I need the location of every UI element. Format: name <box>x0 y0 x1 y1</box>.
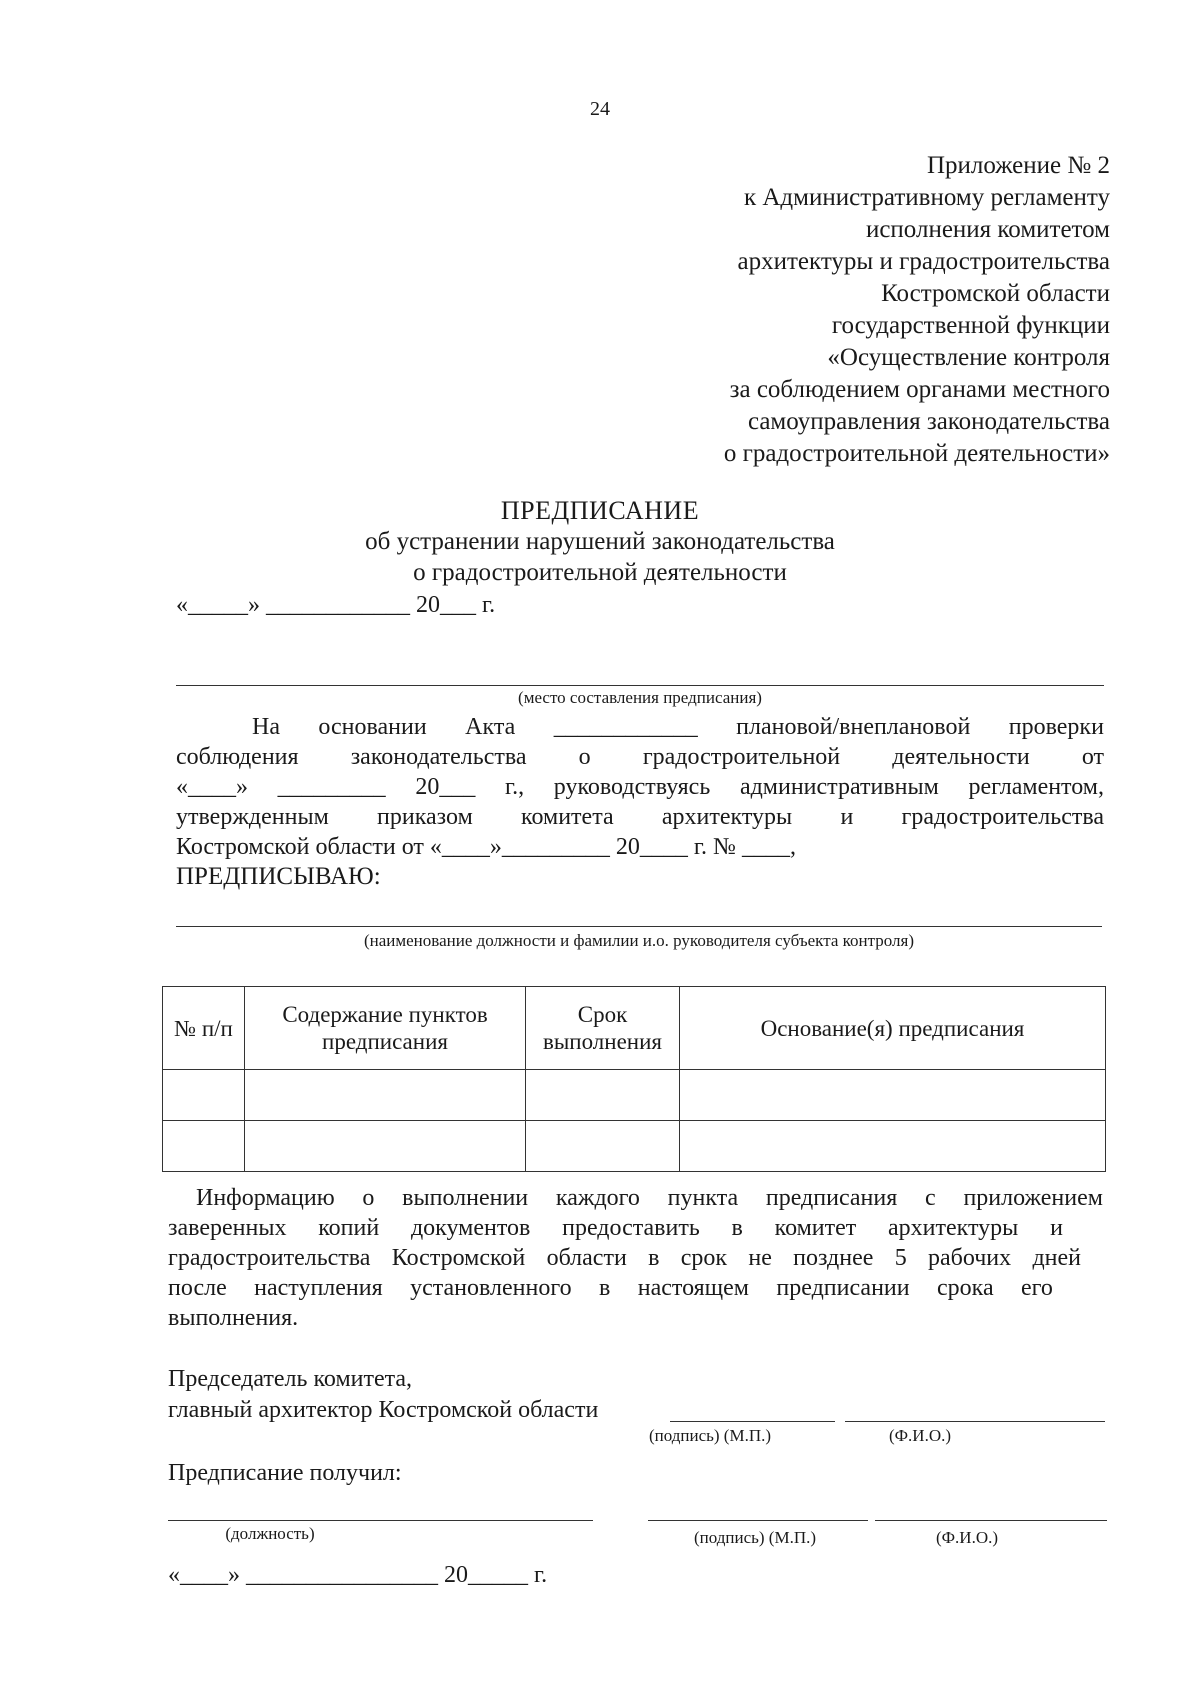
table-header-row <box>163 987 1106 1070</box>
subject-underline <box>176 926 1102 927</box>
info-line: заверенных копий документов предоставить в комитет архитектуры и <box>168 1215 1063 1241</box>
appendix-line: Костромской области <box>881 280 1110 307</box>
column-header-content: Содержание пунктов предписания <box>245 987 526 1070</box>
appendix-line: государственной функции <box>831 312 1110 339</box>
recipient-position-caption: (должность) <box>225 1524 315 1543</box>
info-paragraph <box>168 1183 1103 1333</box>
body-line: Костромской области от «____»_________ 20____ г. № ____, <box>176 834 796 860</box>
recipient-fio-caption: (Ф.И.О.) <box>935 1528 999 1547</box>
table-cell[interactable] <box>526 1070 680 1121</box>
table-cell[interactable] <box>680 1070 1106 1121</box>
body-paragraph <box>176 712 1104 892</box>
table-row <box>163 1121 1106 1172</box>
receipt-date-line: «____» ________________ 20_____ г. <box>168 1562 548 1588</box>
title-sub: о градостроительной деятельности <box>413 559 787 586</box>
appendix-line: Приложение № 2 <box>926 152 1110 179</box>
received-label: Предписание получил: <box>168 1460 402 1486</box>
place-caption: (место составления предписания) <box>518 688 762 707</box>
table-cell[interactable] <box>163 1070 245 1121</box>
chair-signature-caption: (подпись) (М.П.) <box>648 1426 772 1445</box>
table-cell[interactable] <box>245 1070 526 1121</box>
title-main: ПРЕДПИСАНИЕ <box>500 496 700 525</box>
table-cell[interactable] <box>163 1121 245 1172</box>
recipient-fio-line <box>875 1520 1107 1521</box>
chair-fio-line <box>845 1421 1105 1422</box>
chair-title: Председатель комитета, <box>168 1366 413 1392</box>
appendix-line: о градостроительной деятельности» <box>723 440 1110 467</box>
recipient-signature-caption: (подпись) (М.П.) <box>693 1528 817 1547</box>
place-underline <box>176 685 1104 686</box>
body-line: утвержденным приказом комитета архитектуры и градостроительства <box>176 804 1104 830</box>
info-line: Информацию о выполнении каждого пункта предписания с приложением <box>196 1185 1103 1211</box>
column-header-number: № п/п <box>163 987 245 1070</box>
info-line: выполнения. <box>168 1305 299 1331</box>
appendix-line: архитектуры и градостроительства <box>737 248 1110 275</box>
column-header-deadline: Срок выполнения <box>526 987 680 1070</box>
document-date-line: «_____» ____________ 20___ г. <box>176 592 496 618</box>
title-sub: об устранении нарушений законодательства <box>365 528 835 555</box>
chair-fio-caption: (Ф.И.О.) <box>888 1426 952 1445</box>
appendix-line: исполнения комитетом <box>865 216 1110 243</box>
subject-caption: (наименование должности и фамилии и.о. руководителя субъекта контроля) <box>363 931 915 950</box>
info-line: градостроительства Костромской области в срок не позднее 5 рабочих дней <box>168 1245 1081 1271</box>
info-line: после наступления установленного в настоящем предписании срока его <box>168 1275 1053 1301</box>
column-header-basis: Основание(я) предписания <box>680 987 1106 1070</box>
chair-signature-line <box>670 1421 835 1422</box>
body-line: На основании Акта ____________ плановой/внеплановой проверки <box>252 714 1104 740</box>
appendix-line: «Осуществление контроля <box>827 344 1110 371</box>
document-title <box>0 495 1200 588</box>
recipient-position-line <box>168 1520 593 1521</box>
appendix-line: самоуправления законодательства <box>747 408 1110 435</box>
table-cell[interactable] <box>526 1121 680 1172</box>
body-line: соблюдения законодательства о градостроительной деятельности от <box>176 744 1104 770</box>
appendix-line: за соблюдением органами местного <box>729 376 1110 403</box>
body-line: «____» _________ 20___ г., руководствуясь административным регламентом, <box>176 774 1104 800</box>
table-cell[interactable] <box>680 1121 1106 1172</box>
chair-position: главный архитектор Костромской области <box>168 1397 599 1423</box>
page-number: 24 <box>590 98 610 120</box>
appendix-header <box>724 150 1110 470</box>
prescription-table <box>162 986 1106 1172</box>
prescribe-heading: ПРЕДПИСЫВАЮ: <box>176 863 381 890</box>
appendix-line: к Административному регламенту <box>743 184 1110 211</box>
table-row <box>163 1070 1106 1121</box>
table-cell[interactable] <box>245 1121 526 1172</box>
recipient-signature-line <box>648 1520 868 1521</box>
